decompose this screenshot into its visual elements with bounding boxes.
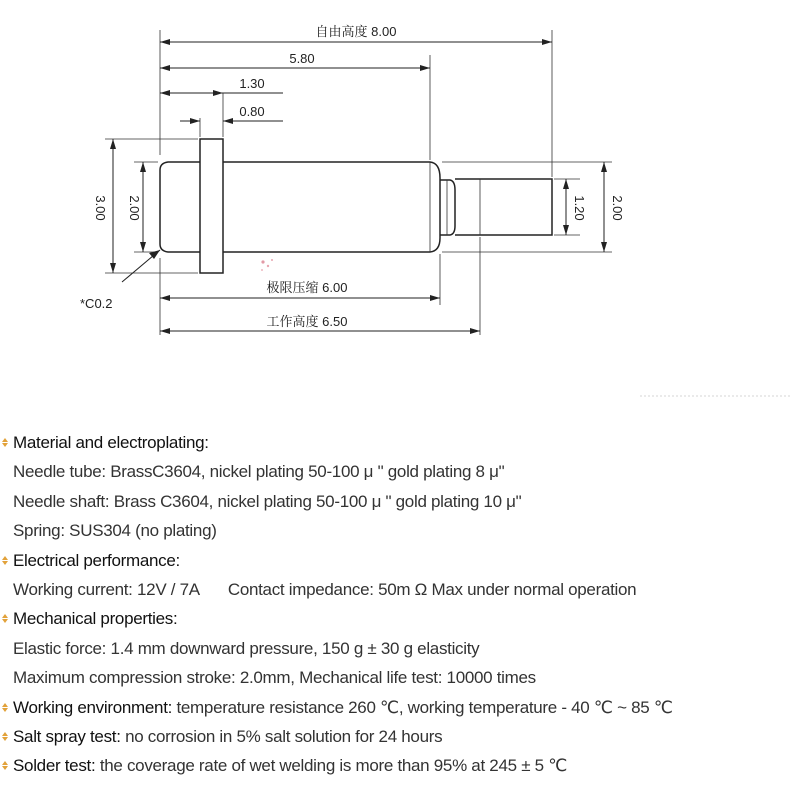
spec-list xyxy=(0,428,800,781)
spec-solder xyxy=(0,751,800,780)
print-specks xyxy=(261,259,273,271)
label-dia-2-00-right: 2.00 xyxy=(610,195,625,221)
bullet-icon xyxy=(2,614,8,623)
spec-electrical-title: Electrical performance: xyxy=(0,546,800,575)
bullet-icon xyxy=(2,732,8,741)
bleed-through xyxy=(640,395,790,398)
label-working-height: 工作高度 6.50 xyxy=(266,314,348,329)
spec-environment-value: temperature resistance 260 ℃, working temperature - 40 ℃ ~ 85 ℃ xyxy=(172,697,673,717)
dim-0-80 xyxy=(180,118,283,124)
spec-impedance: Contact impedance: 50m Ω Max under normal operation xyxy=(227,579,637,599)
spec-salt-label: Salt spray test: xyxy=(13,726,121,746)
spec-current: Working current: 12V / 7A xyxy=(13,579,200,599)
bullet-icon xyxy=(2,556,8,565)
spec-needle-tube: Needle tube: BrassC3604, nickel plating 50-100 μ " gold plating 8 μ" xyxy=(13,462,505,482)
spec-stroke: Maximum compression stroke: 2.0mm, Mechanical life test: 10000 times xyxy=(13,668,536,688)
spec-environment xyxy=(0,693,800,722)
label-dia-1-20: 1.20 xyxy=(572,195,587,221)
spec-environment-label: Working environment: xyxy=(13,697,173,717)
spec-material-title: Material and electroplating: xyxy=(0,428,800,457)
label-dia-3-00: 3.00 xyxy=(93,195,108,221)
label-chamfer: *C0.2 xyxy=(80,296,113,311)
spec-elastic: Elastic force: 1.4 mm downward pressure, 150 g ± 30 g elasticity xyxy=(13,638,480,658)
bullet-icon xyxy=(2,703,8,712)
dim-free-height xyxy=(160,39,552,45)
bullet-icon xyxy=(2,438,8,447)
chamfer-leader xyxy=(122,250,160,282)
extension-lines xyxy=(105,30,612,335)
pin-outline xyxy=(160,139,552,273)
label-free-height: 自由高度 8.00 xyxy=(315,24,397,39)
label-max-compression: 极限压缩 6.00 xyxy=(266,280,348,295)
spec-needle-shaft: Needle shaft: Brass C3604, nickel plating 50-100 μ " gold plating 10 μ" xyxy=(13,491,522,511)
spec-solder-label: Solder test: xyxy=(13,756,96,776)
spec-spring: Spring: SUS304 (no plating) xyxy=(13,521,217,541)
dim-dia-3-00 xyxy=(110,139,116,273)
spec-solder-value: the coverage rate of wet welding is more than 95% at 245 ± 5 ℃ xyxy=(95,756,568,776)
dim-dia-1-20 xyxy=(563,179,569,235)
spec-salt-value: no corrosion in 5% salt solution for 24 hours xyxy=(120,726,443,746)
label-5-80: 5.80 xyxy=(289,51,315,66)
bullet-icon xyxy=(2,761,8,770)
spec-salt-spray xyxy=(0,722,800,751)
spec-mechanical-title: Mechanical properties: xyxy=(0,604,800,633)
dim-max-compression xyxy=(160,295,440,301)
dim-dia-2-00-right xyxy=(601,162,607,252)
label-dia-2-00-left: 2.00 xyxy=(127,195,142,221)
spec-electrical-values xyxy=(0,575,800,604)
label-0-80: 0.80 xyxy=(239,104,265,119)
label-1-30: 1.30 xyxy=(239,76,265,91)
